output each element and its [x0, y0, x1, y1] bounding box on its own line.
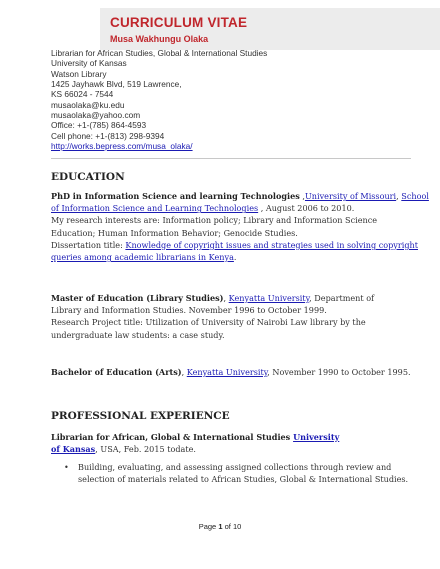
university-of-kansas-link-part2[interactable]: of Kansas	[51, 444, 96, 455]
experience-duties-list	[64, 461, 414, 485]
bachelor-separator: ,	[181, 367, 187, 377]
experience-entry	[51, 431, 421, 455]
masters-separator: ,	[223, 293, 229, 303]
contact-office-phone: Office: +1-(785) 864-4593	[51, 120, 147, 131]
masters-department: , Department of	[309, 293, 375, 303]
education-heading: EDUCATION	[51, 171, 125, 183]
dissertation-link-line1[interactable]: Knowledge of copyright issues and strategies used in solving copyright	[125, 239, 418, 250]
contact-library: Watson Library	[51, 68, 107, 79]
research-interests-line2: Education; Human Information Behavior; Genocide Studies.	[51, 227, 298, 238]
contact-block	[51, 48, 267, 151]
kenyatta-university-link-masters[interactable]: Kenyatta University	[228, 293, 310, 303]
dissertation-link-line2[interactable]: queries among academic librarians in Kenya	[51, 252, 234, 263]
school-link-part2[interactable]: of Information Science and Learning Technologies	[51, 203, 259, 214]
of-word: of	[224, 522, 231, 531]
experience-role: Librarian for African, Global & International Studies	[51, 432, 294, 442]
phd-dates: , August 2006 to 2010.	[258, 203, 355, 214]
person-name: Musa Wakhungu Olaka	[110, 34, 209, 44]
phd-separator: ,	[299, 191, 305, 201]
research-interests-line1: My research interests are: Information policy; Library and Information Science	[51, 215, 378, 226]
header-divider	[51, 158, 411, 159]
phd-degree: PhD in Information Science and learning Technologies	[51, 191, 300, 201]
kenyatta-university-link-bachelor[interactable]: Kenyatta University	[186, 367, 268, 377]
contact-cell-phone: Cell phone: +1-(813) 298-9394	[51, 130, 165, 141]
masters-entry	[51, 292, 421, 341]
dissertation-end: .	[233, 252, 237, 263]
list-item	[64, 461, 414, 485]
page-word: Page	[198, 522, 217, 531]
masters-degree: Master of Education (Library Studies)	[51, 293, 224, 303]
contact-email-ku: musaolaka@ku.edu	[51, 99, 125, 110]
contact-job-title: Librarian for African Studies, Global & International Studies	[51, 48, 268, 58]
bullet-icon: •	[64, 462, 69, 472]
bachelor-dates: , November 1990 to October 1995.	[267, 367, 411, 377]
research-project-title-cont: undergraduate law students: a case study.	[51, 329, 225, 340]
phd-separator-2: ,	[396, 191, 402, 201]
page-footer	[0, 522, 440, 531]
dissertation-label: Dissertation title:	[51, 239, 126, 250]
document-title: CURRICULUM VITAE	[110, 15, 248, 30]
bachelor-degree: Bachelor of Education (Arts)	[51, 367, 182, 377]
bachelor-entry	[51, 366, 421, 378]
duty-line2: selection of materials related to African Studies, Global & International Studies.	[78, 474, 409, 485]
phd-entry	[51, 190, 429, 263]
research-project-title: Research Project title: Utilization of University of Nairobi Law library by the	[51, 317, 366, 328]
masters-dates: Library and Information Studies. November 1996 to October 1999.	[51, 305, 327, 316]
contact-street: 1425 Jayhawk Blvd, 519 Lawrence,	[51, 79, 182, 90]
university-of-missouri-link[interactable]: University of Missouri	[304, 191, 397, 201]
page-current: 1	[218, 522, 223, 531]
duty-line1: Building, evaluating, and assessing assigned collections through review and	[78, 462, 392, 472]
contact-institution: University of Kansas	[51, 58, 127, 69]
university-of-kansas-link-part1[interactable]: University	[293, 432, 340, 442]
contact-postcode: KS 66024 - 7544	[51, 89, 114, 100]
experience-location-dates: , USA, Feb. 2015 todate.	[95, 444, 196, 455]
contact-email-yahoo: musaolaka@yahoo.com	[51, 110, 141, 121]
experience-heading: PROFESSIONAL EXPERIENCE	[51, 410, 230, 422]
school-link-part1[interactable]: School	[401, 191, 429, 201]
page-total: 10	[232, 522, 242, 531]
bepress-profile-link[interactable]: http://works.bepress.com/musa_olaka/	[51, 141, 193, 152]
